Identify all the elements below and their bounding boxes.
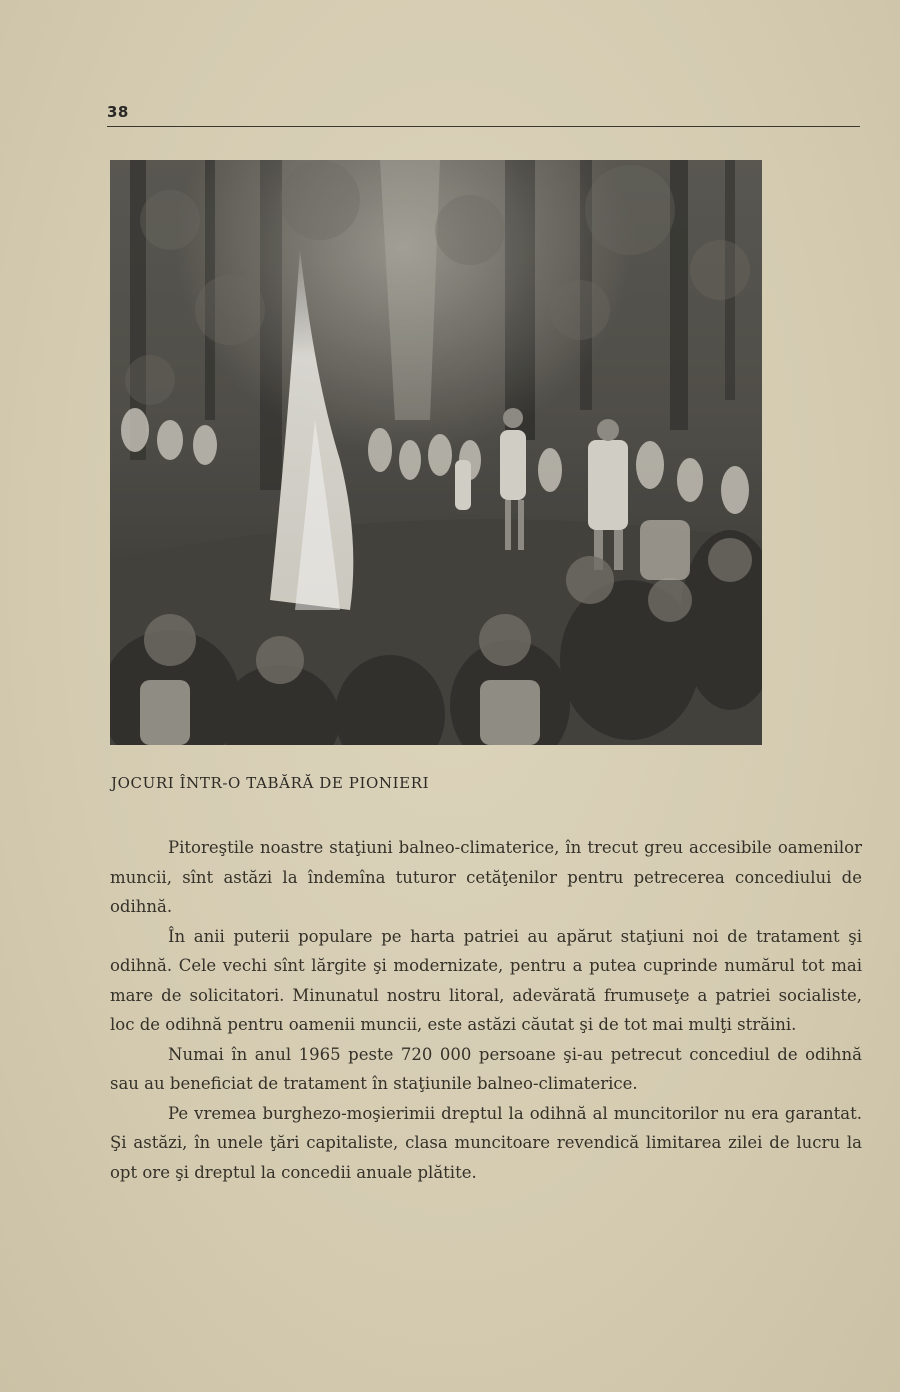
header-rule <box>107 126 860 127</box>
paragraph: Pitoreştile noastre staţiuni balneo-climaterice, în trecut greu accesibile oamenilor muncii, sînt astăzi la îndemîna tuturor cetăţenilor pentru petrecerea concediului de odihnă. <box>110 838 862 916</box>
page-number: 38 <box>107 103 129 121</box>
paragraph: Pe vremea burghezo-moşierimii dreptul la odihnă al muncitorilor nu era garantat. Şi astăzi, în unele ţări capitaliste, clasa muncitoare revendică limitarea zilei de lucru la opt ore şi dreptul la concedii anuale plătite. <box>110 1103 862 1182</box>
paragraph: În anii puterii populare pe harta patriei au apărut staţiuni noi de tratament şi odihnă. Cele vechi sînt lărgite şi modernizate, pentru a putea cuprinde numărul tot mai mare de solicitatori. Minunatul nostru litoral, adevărată frumuseţe a patriei socialiste, loc de odihnă pentru oamenii muncii, este astăzi căutat şi de tot mai mulţi străini. <box>110 926 862 1034</box>
photo-caption: JOCURI ÎNTR-O TABĂRĂ DE PIONIERI <box>111 774 430 792</box>
paragraph: Numai în anul 1965 peste 720 000 persoane şi-au petrecut concediul de odihnă sau au beneficiat de tratament în staţiunile balneo-climaterice. <box>110 1044 862 1093</box>
campfire-scene-photo <box>110 160 762 745</box>
body-text <box>110 833 862 1187</box>
